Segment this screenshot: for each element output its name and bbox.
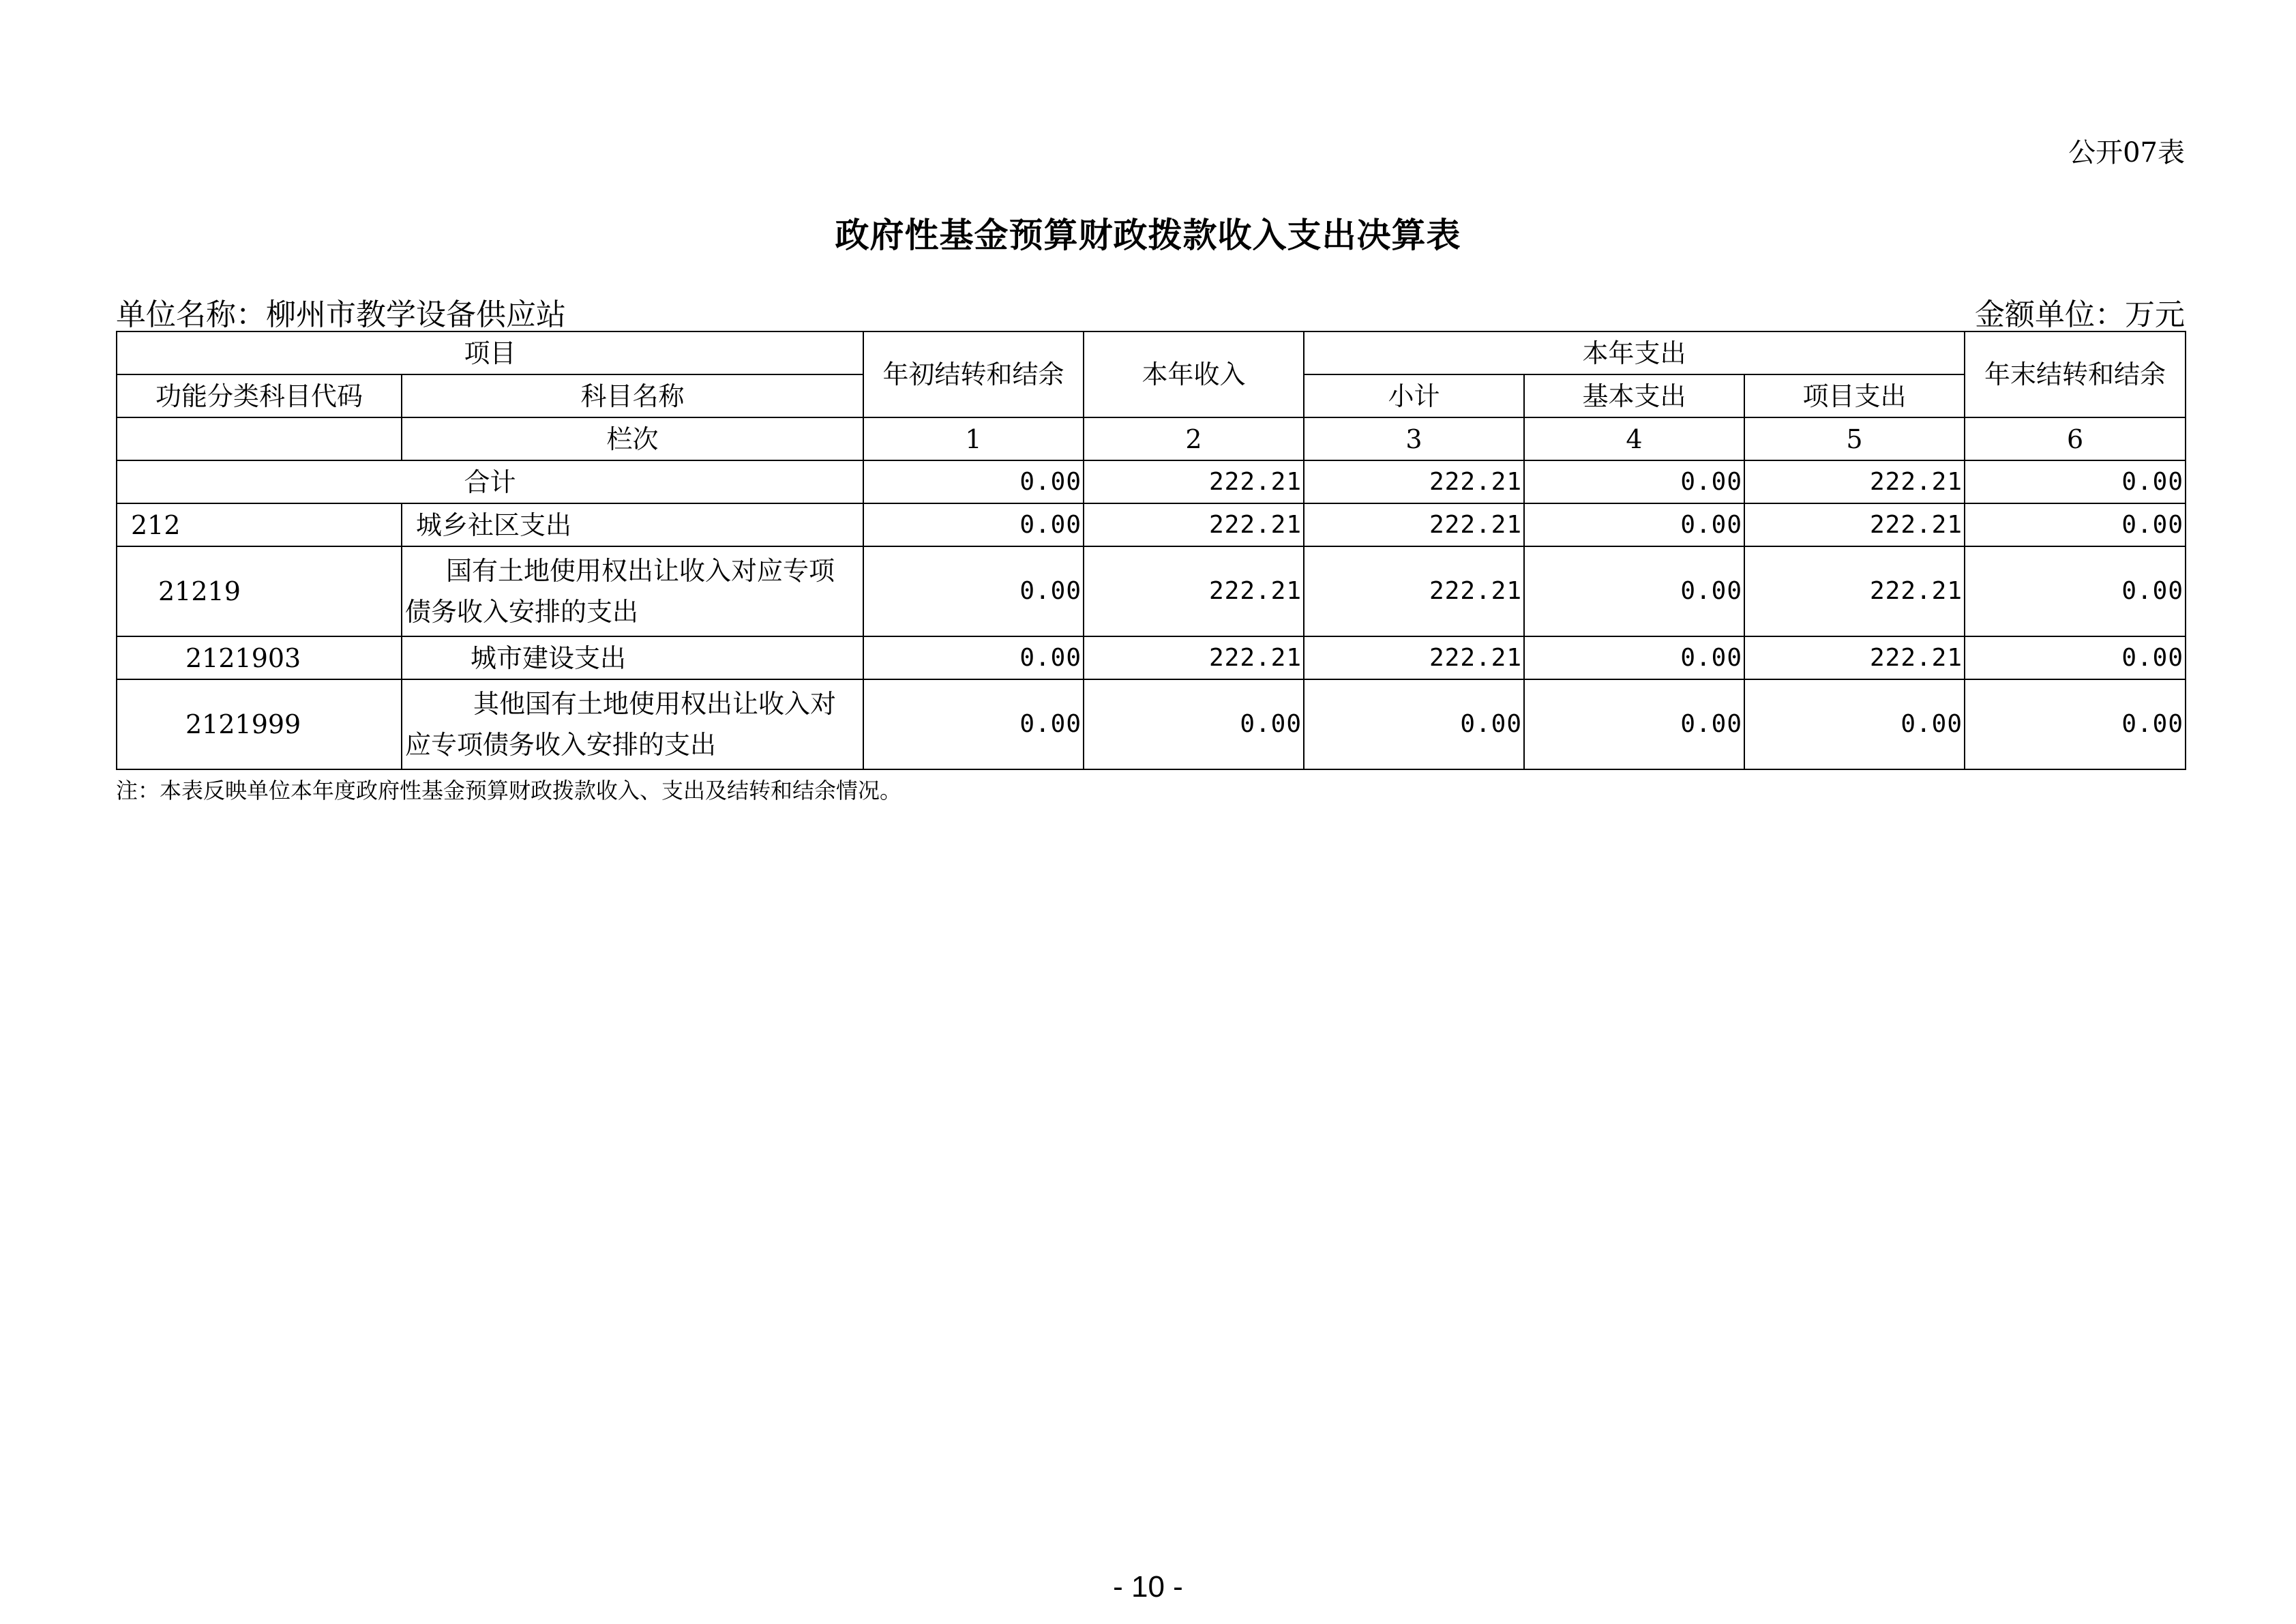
row-c5: 222.21 <box>1744 503 1965 546</box>
total-c2: 222.21 <box>1084 460 1304 503</box>
header-basic: 基本支出 <box>1524 374 1744 417</box>
col-index-4: 4 <box>1524 417 1744 460</box>
header-expenditure: 本年支出 <box>1304 331 1965 374</box>
unit-info-line <box>116 290 2185 334</box>
row-code: 2121999 <box>117 679 402 769</box>
row-c1: 0.00 <box>863 636 1084 679</box>
budget-table <box>116 331 2186 770</box>
row-c2: 222.21 <box>1084 636 1304 679</box>
header-closing-balance: 年末结转和结余 <box>1965 331 2186 417</box>
row-c6: 0.00 <box>1965 679 2186 769</box>
row-c4: 0.00 <box>1524 546 1744 636</box>
col-index-2: 2 <box>1084 417 1304 460</box>
page-number: - 10 - <box>1113 1570 1183 1604</box>
row-name: 城乡社区支出 <box>402 503 863 546</box>
total-c4: 0.00 <box>1524 460 1744 503</box>
total-c1: 0.00 <box>863 460 1084 503</box>
row-c4: 0.00 <box>1524 636 1744 679</box>
row-c4: 0.00 <box>1524 679 1744 769</box>
total-label: 合计 <box>117 460 863 503</box>
row-c3: 222.21 <box>1304 546 1524 636</box>
row-code: 212 <box>117 503 402 546</box>
col-index-3: 3 <box>1304 417 1524 460</box>
page-title: 政府性基金预算财政拨款收入支出决算表 <box>835 216 1461 255</box>
row-c2: 222.21 <box>1084 503 1304 546</box>
row-c6: 0.00 <box>1965 636 2186 679</box>
header-row-1 <box>117 331 2186 374</box>
row-c6: 0.00 <box>1965 546 2186 636</box>
amount-unit: 金额单位：万元 <box>1975 297 2185 332</box>
table-row <box>117 636 2186 679</box>
row-name: 其他国有土地使用权出让收入对应专项债务收入安排的支出 <box>402 679 863 769</box>
header-column-index: 栏次 <box>402 417 863 460</box>
row-c1: 0.00 <box>863 679 1084 769</box>
header-item: 项目 <box>117 331 863 374</box>
row-c6: 0.00 <box>1965 503 2186 546</box>
col-index-5: 5 <box>1744 417 1965 460</box>
row-c5: 0.00 <box>1744 679 1965 769</box>
row-c2: 222.21 <box>1084 546 1304 636</box>
table-note: 注：本表反映单位本年度政府性基金预算财政拨款收入、支出及结转和结余情况。 <box>116 778 902 803</box>
header-blank <box>117 417 402 460</box>
header-income: 本年收入 <box>1084 331 1304 417</box>
row-c3: 0.00 <box>1304 679 1524 769</box>
header-func-code: 功能分类科目代码 <box>117 374 402 417</box>
row-c3: 222.21 <box>1304 503 1524 546</box>
row-name: 城市建设支出 <box>402 636 863 679</box>
row-code: 2121903 <box>117 636 402 679</box>
header-subtotal: 小计 <box>1304 374 1524 417</box>
row-c1: 0.00 <box>863 546 1084 636</box>
header-subject-name: 科目名称 <box>402 374 863 417</box>
total-c5: 222.21 <box>1744 460 1965 503</box>
col-index-6: 6 <box>1965 417 2186 460</box>
header-opening-balance: 年初结转和结余 <box>863 331 1084 417</box>
unit-name: 单位名称：柳州市教学设备供应站 <box>116 297 566 332</box>
table-row <box>117 679 2186 769</box>
row-name: 国有土地使用权出让收入对应专项债务收入安排的支出 <box>402 546 863 636</box>
header-project: 项目支出 <box>1744 374 1965 417</box>
row-c3: 222.21 <box>1304 636 1524 679</box>
table-row <box>117 503 2186 546</box>
row-c2: 0.00 <box>1084 679 1304 769</box>
table-row <box>117 546 2186 636</box>
form-number: 公开07表 <box>2068 137 2185 168</box>
total-row <box>117 460 2186 503</box>
total-c6: 0.00 <box>1965 460 2186 503</box>
header-row-3 <box>117 417 2186 460</box>
row-code: 21219 <box>117 546 402 636</box>
row-c5: 222.21 <box>1744 636 1965 679</box>
row-c1: 0.00 <box>863 503 1084 546</box>
row-c5: 222.21 <box>1744 546 1965 636</box>
total-c3: 222.21 <box>1304 460 1524 503</box>
col-index-1: 1 <box>863 417 1084 460</box>
row-c4: 0.00 <box>1524 503 1744 546</box>
